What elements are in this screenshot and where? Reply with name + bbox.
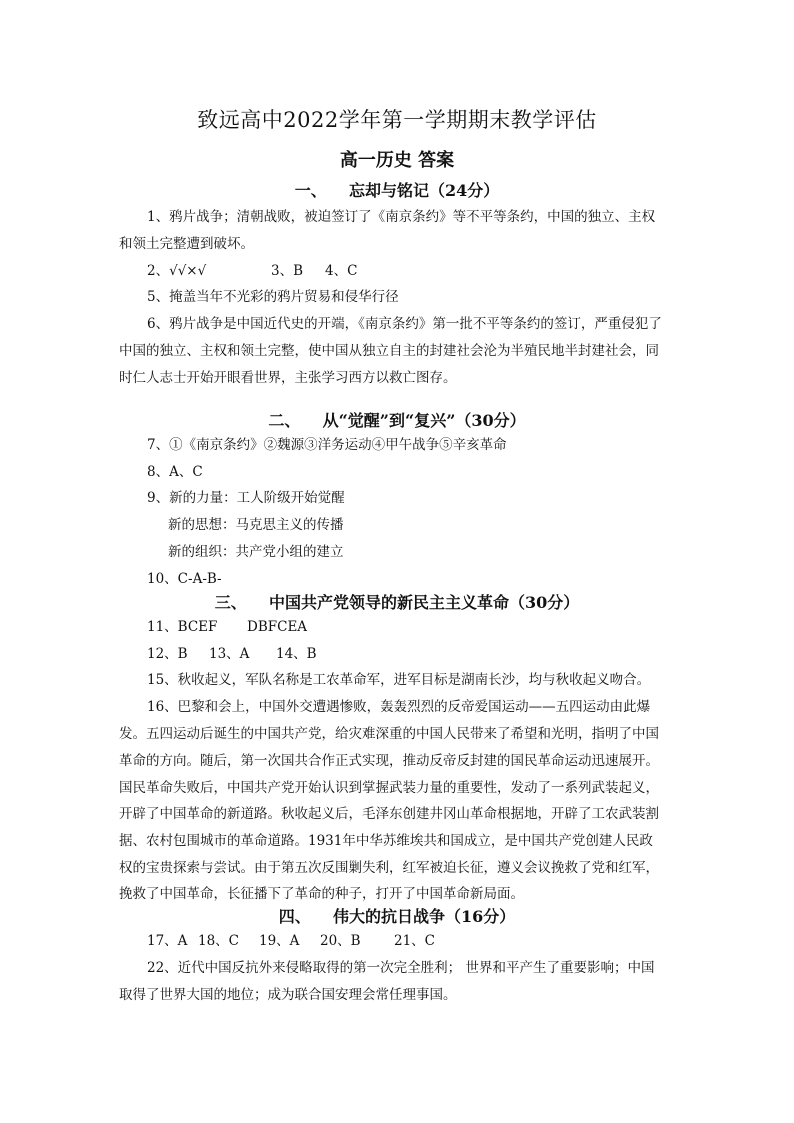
- answer-22-line-1: 22、近代中国反抗外来侵略取得的第一次完全胜利； 世界和平产生了重要影响；中国: [147, 960, 655, 976]
- answer-16-line-5: 开辟了中国革命的新道路。秋收起义后，毛泽东创建井冈山革命根据地，开辟了工农武装割: [119, 806, 659, 822]
- answer-16-line-1: 16、巴黎和会上，中国外交遭遇惨败，轰轰烈烈的反帝爱国运动——五四运动由此爆: [147, 699, 651, 715]
- answer-15: 15、秋收起义，军队名称是工农革命军，进军目标是湖南长沙，均与秋收起义吻合。: [147, 672, 651, 688]
- answer-8: 8、A、C: [147, 464, 203, 480]
- answer-4: 4、C: [325, 263, 358, 279]
- answer-11-row: [147, 617, 307, 637]
- answer-6-line-1: 6、鸦片战争是中国近代史的开端，《南京条约》第一批不平等条约的签订，严重侵犯了: [147, 316, 662, 332]
- answer-6-line-2: 中国的独立、主权和领土完整，使中国从独立自主的封建社会沦为半殖民地半封建社会，同: [119, 343, 659, 359]
- answer-6-line-3: 时仁人志士开始开眼看世界，主张学习西方以救亡图存。: [119, 370, 457, 386]
- answer-11: 11、BCEF: [147, 619, 218, 635]
- answer-20: 20、B: [320, 933, 361, 949]
- answer-16-line-2: 发。五四运动后诞生的中国共产党，给灾难深重的中国人民带来了希望和光明，指明了中国: [119, 726, 659, 742]
- answer-19: 19、A: [259, 933, 300, 949]
- answer-18: 18、C: [198, 933, 240, 949]
- answer-9-line-1: 9、新的力量：工人阶级开始觉醒: [147, 490, 345, 506]
- answer-17: 17、A: [147, 933, 188, 949]
- answer-16-line-4: 国民革命失败后，中国共产党开始认识到掌握武装力量的重要性，发动了一系列武装起义，: [119, 780, 659, 796]
- answer-5: 5、掩盖当年不光彩的鸦片贸易和侵华行径: [147, 289, 399, 305]
- answer-3: 3、B: [271, 263, 304, 279]
- answer-16-line-6: 据、农村包围城市的革命道路。1931年中华苏维埃共和国成立，是中国共产党创建人民政: [119, 833, 653, 849]
- answer-16-line-7: 权的宝贵探索与尝试。由于第五次反围剿失利，红军被迫长征，遵义会议挽救了党和红军，: [119, 860, 659, 876]
- page-subtitle: 高一历史 答案: [339, 150, 455, 171]
- answer-17-21-row: [147, 931, 435, 951]
- answer-1-line-2: 和领土完整遭到破坏。: [119, 236, 254, 252]
- section-heading-4: 四、 伟大的抗日战争（16分）: [278, 907, 516, 926]
- answer-16-line-8: 挽救了中国革命，长征播下了革命的种子，打开了中国革命新局面。: [119, 886, 524, 902]
- answer-9-line-3: 新的组织：共产党小组的建立: [168, 544, 344, 560]
- answer-22-line-2: 取得了世界大国的地位；成为联合国安理会常任理事国。: [119, 987, 457, 1003]
- answer-2-4-row: [147, 261, 357, 281]
- section-heading-2: 二、 从“觉醒”到“复兴”（30分）: [268, 411, 526, 430]
- answer-13: 13、A: [209, 646, 250, 662]
- answer-12-14-row: [147, 644, 317, 664]
- answer-10: 10、C-A-B-: [147, 571, 222, 587]
- answer-14: 14、B: [276, 646, 317, 662]
- answer-11-sequence: DBFCEA: [247, 619, 308, 635]
- section-heading-1: 一、 忘却与铭记（24分）: [294, 181, 500, 200]
- answer-12: 12、B: [147, 646, 188, 662]
- page-title: 致远高中2022学年第一学期期末教学评估: [197, 108, 597, 132]
- answer-9-line-2: 新的思想：马克思主义的传播: [168, 517, 344, 533]
- answer-7: 7、①《南京条约》②魏源③洋务运动④甲午战争⑤辛亥革命: [147, 437, 507, 453]
- answer-16-line-3: 革命的方向。随后，第一次国共合作正式实现，推动反帝反封建的国民革命运动迅速展开。: [119, 753, 659, 769]
- answer-21: 21、C: [394, 933, 436, 949]
- answer-2: 2、√√×√: [147, 263, 207, 279]
- answer-1-line-1: 1、鸦片战争；清朝战败，被迫签订了《南京条约》等不平等条约，中国的独立、主权: [147, 209, 656, 225]
- section-heading-3: 三、 中国共产党领导的新民主主义革命（30分）: [214, 593, 580, 612]
